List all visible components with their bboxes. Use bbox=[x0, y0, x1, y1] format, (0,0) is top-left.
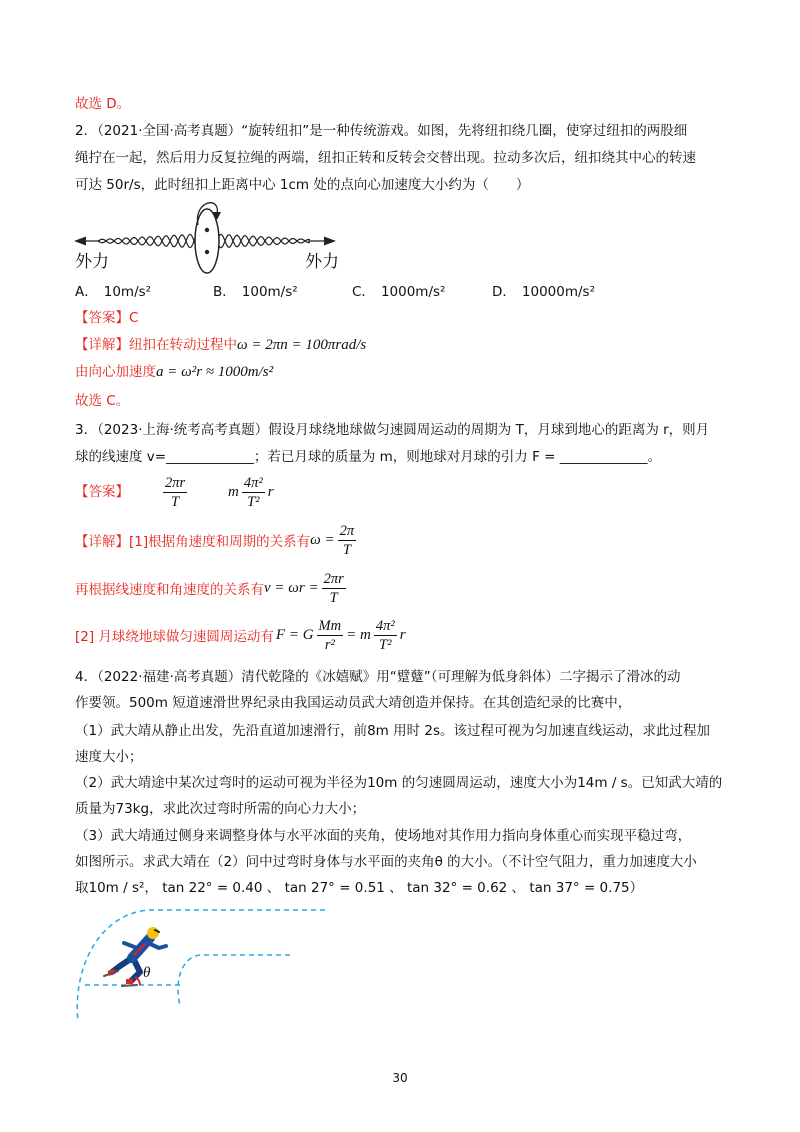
figure-label-right-force: 外力 bbox=[305, 252, 339, 272]
fraction-numerator: 4π² bbox=[243, 474, 263, 491]
formula-tail: r bbox=[399, 626, 406, 643]
detail-text: [2] 月球绕地球做匀速圆周运动有 bbox=[75, 629, 274, 645]
page-number: 30 bbox=[392, 1071, 408, 1085]
q4-line-9: 取10m / s²， tan 22° = 0.40 、 tan 27° = 0.51 、 tan 32° = 0.62 、 tan 37° = 0.75） bbox=[75, 880, 644, 896]
fraction-numerator: 4π² bbox=[375, 617, 395, 634]
option-b bbox=[213, 282, 298, 302]
option-value: 100m/s² bbox=[241, 284, 298, 300]
option-d bbox=[492, 282, 595, 302]
q4-line-7: （3）武大靖通过侧身来调整身体与水平冰面的夹角，使场地对其作用力指向身体重心而实现平稳过弯， bbox=[75, 828, 692, 844]
q4-line-4: 速度大小； bbox=[75, 749, 143, 765]
formula-lhs: F = G bbox=[275, 626, 314, 643]
figure-label-left-force: 外力 bbox=[75, 252, 109, 272]
fraction-numerator: Mm bbox=[318, 617, 342, 634]
q2-answer bbox=[75, 308, 730, 328]
q3-line-1: 3．（2023·上海·统考高考真题）假设月球绕地球做匀速圆周运动的周期为 T，月球到地心的距离为 r，则月 bbox=[75, 422, 710, 438]
twisted-string-left-b bbox=[98, 235, 197, 248]
fraction-numerator: 2πr bbox=[165, 474, 186, 491]
fraction-denominator: T bbox=[171, 493, 180, 510]
fraction bbox=[242, 474, 265, 511]
q3-answer-f bbox=[228, 470, 274, 514]
fraction bbox=[163, 474, 187, 511]
track-outer-boundary bbox=[77, 910, 325, 1022]
q2-line-2: 绳拧在一起，然后用力反复拉绳的两端，纽扣正转和反转会交替出现。拉动多次后，纽扣绕其中心的转速 bbox=[75, 150, 696, 166]
fraction-denominator: T bbox=[342, 541, 351, 558]
answer-tag: 【答案】 bbox=[75, 310, 129, 326]
option-a bbox=[75, 282, 151, 302]
detail-formula: ω = 2πn = 100πrad/s bbox=[237, 337, 367, 353]
q4-line-5: （2）武大靖途中某次过弯时的运动可视为半径为10m 的匀速圆周运动，速度大小为14m / s。已知武大靖的 bbox=[75, 775, 723, 791]
q2-conclusion: 故选 C。 bbox=[75, 393, 130, 409]
formula-tail: r bbox=[267, 483, 274, 500]
q4-line-3: （1）武大靖从静止出发，先沿直道加速滑行，前8m 用时 2s。该过程可视为匀加速直线运动，求此过程加 bbox=[75, 723, 711, 739]
detail-text: 【详解】[1]根据角速度和周期的关系有 bbox=[75, 534, 311, 550]
q2-line-1: 2．（2021·全国·高考真题）“旋转纽扣”是一种传统游戏。如图，先将纽扣绕几圈，使穿过纽扣的两股细 bbox=[75, 123, 688, 139]
option-label: B． bbox=[213, 284, 236, 300]
track-inner-boundary bbox=[178, 955, 290, 1006]
detail-text: 【详解】纽扣在转动过程中 bbox=[75, 337, 237, 353]
option-label: A． bbox=[75, 284, 98, 300]
option-value: 10m/s² bbox=[103, 284, 152, 300]
fraction-denominator: T² bbox=[247, 493, 260, 510]
q2-detail-1 bbox=[75, 335, 730, 355]
q3-detail-2 bbox=[75, 566, 349, 610]
button-disc bbox=[195, 209, 219, 273]
fraction bbox=[374, 617, 397, 654]
fraction bbox=[322, 570, 346, 607]
skater-figure bbox=[60, 900, 330, 1030]
fraction bbox=[338, 522, 357, 559]
button-hole-top bbox=[205, 228, 209, 232]
formula-middle: = m bbox=[346, 626, 371, 643]
fraction-numerator: 2π bbox=[339, 522, 355, 539]
angle-arc bbox=[135, 977, 140, 985]
angle-theta-label: θ bbox=[143, 965, 151, 981]
q3-line-2: 球的线速度 v=_____________；若已月球的质量为 m，则地球对月球的引力 F = _____________。 bbox=[75, 449, 661, 465]
button-hole-bottom bbox=[205, 250, 209, 254]
q4-line-6: 质量为73kg，求此次过弯时所需的向心力大小； bbox=[75, 801, 366, 817]
arrow-left-icon bbox=[74, 237, 86, 246]
detail-text: 由向心加速度 bbox=[75, 364, 156, 380]
option-value: 10000m/s² bbox=[521, 284, 595, 300]
fraction-numerator: 2πr bbox=[323, 570, 344, 587]
twisted-string-left-a bbox=[98, 234, 197, 247]
fraction bbox=[317, 617, 344, 654]
q3-detail-1 bbox=[75, 518, 359, 562]
fraction-denominator: T bbox=[329, 589, 338, 606]
formula-lhs: v = ωr = bbox=[264, 579, 319, 596]
q3-detail-3 bbox=[75, 613, 406, 657]
option-label: D． bbox=[492, 284, 516, 300]
q4-line-8: 如图所示。求武大靖在（2）问中过弯时身体与水平面的夹角θ 的大小。（不计空气阻力，重力加速度大小 bbox=[75, 854, 697, 870]
formula-coefficient: m bbox=[228, 483, 239, 500]
q3-answer-tag: 【答案】 bbox=[75, 484, 129, 500]
option-label: C． bbox=[352, 284, 375, 300]
option-c bbox=[352, 282, 445, 302]
answer-value: C bbox=[129, 310, 139, 326]
q3-answer-v bbox=[160, 470, 190, 514]
arrow-right-icon bbox=[324, 237, 336, 246]
option-value: 1000m/s² bbox=[380, 284, 446, 300]
detail-text: 再根据线速度和角速度的关系有 bbox=[75, 582, 264, 598]
q2-detail-2 bbox=[75, 362, 730, 382]
q4-line-2: 作要领。500m 短道速滑世界纪录由我国运动员武大靖创造并保持。在其创造纪录的比赛中， bbox=[75, 695, 632, 711]
q2-line-3: 可达 50r/s，此时纽扣上距离中心 1cm 处的点向心加速度大小约为（ ） bbox=[75, 177, 530, 193]
detail-formula: a = ω²r ≈ 1000m/s² bbox=[156, 364, 274, 380]
fraction-denominator: r² bbox=[324, 636, 335, 653]
q4-line-1: 4．（2022·福建·高考真题）清代乾隆的《冰嬉赋》用“躄躠”（可理解为低身斜体）二字揭示了滑冰的动 bbox=[75, 669, 681, 685]
fraction-denominator: T² bbox=[379, 636, 392, 653]
prev-conclusion: 故选 D。 bbox=[75, 96, 131, 112]
formula-lhs: ω = bbox=[310, 531, 335, 548]
